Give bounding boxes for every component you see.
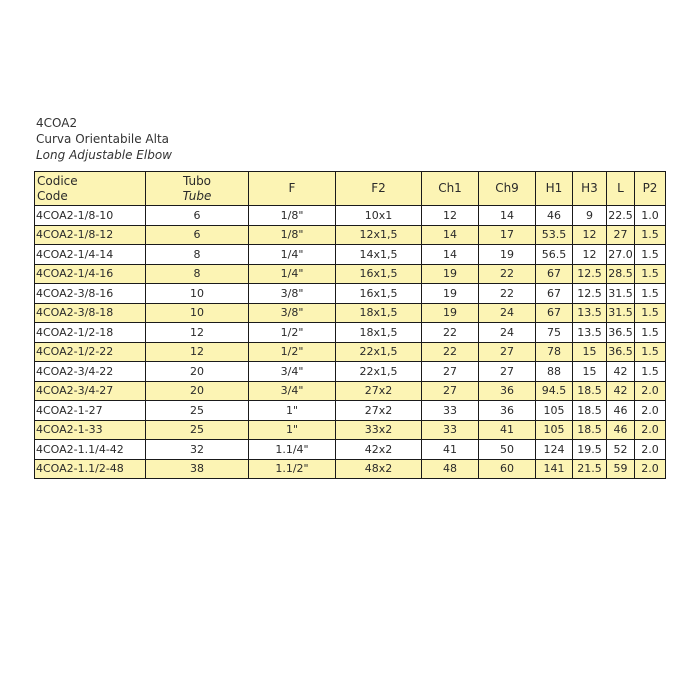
- cell-ch1: 27: [422, 381, 479, 401]
- cell-f2: 27x2: [336, 401, 422, 421]
- cell-h1: 67: [536, 264, 573, 284]
- cell-f2: 16x1,5: [336, 264, 422, 284]
- cell-f2: 12x1,5: [336, 225, 422, 245]
- cell-h1: 105: [536, 420, 573, 440]
- cell-ch9: 50: [479, 440, 536, 460]
- product-code-title: 4COA2: [36, 116, 78, 130]
- cell-code: 4COA2-3/8-16: [35, 284, 146, 304]
- cell-tube: 8: [146, 264, 249, 284]
- header-tube: [146, 172, 249, 206]
- cell-f: 1/2": [249, 342, 336, 362]
- cell-h3: 15: [573, 362, 607, 382]
- cell-code: 4COA2-1.1/2-48: [35, 459, 146, 479]
- cell-p2: 1.5: [635, 323, 666, 343]
- table-row: [35, 284, 666, 304]
- cell-p2: 1.5: [635, 264, 666, 284]
- cell-tube: 25: [146, 401, 249, 421]
- cell-f: 1/4": [249, 245, 336, 265]
- cell-p2: 1.5: [635, 342, 666, 362]
- header-code-sub: Code: [37, 188, 68, 203]
- cell-p2: 2.0: [635, 440, 666, 460]
- cell-tube: 32: [146, 440, 249, 460]
- cell-p2: 1.0: [635, 206, 666, 226]
- cell-l: 52: [607, 440, 635, 460]
- cell-code: 4COA2-3/4-22: [35, 362, 146, 382]
- header-f: F: [249, 172, 336, 206]
- header-p2: P2: [635, 172, 666, 206]
- cell-tube: 12: [146, 323, 249, 343]
- cell-ch1: 33: [422, 401, 479, 421]
- cell-h1: 94.5: [536, 381, 573, 401]
- cell-code: 4COA2-1/2-18: [35, 323, 146, 343]
- header-f2: F2: [336, 172, 422, 206]
- cell-h3: 12.5: [573, 264, 607, 284]
- header-code: [35, 172, 146, 206]
- cell-f2: 14x1,5: [336, 245, 422, 265]
- cell-p2: 1.5: [635, 303, 666, 323]
- table-row: [35, 459, 666, 479]
- cell-ch9: 27: [479, 342, 536, 362]
- cell-f: 1/4": [249, 264, 336, 284]
- cell-h3: 12.5: [573, 284, 607, 304]
- header-ch1: Ch1: [422, 172, 479, 206]
- cell-l: 28.5: [607, 264, 635, 284]
- cell-h3: 12: [573, 225, 607, 245]
- header-ch9: Ch9: [479, 172, 536, 206]
- cell-h3: 13.5: [573, 323, 607, 343]
- cell-l: 31.5: [607, 284, 635, 304]
- cell-f: 1/8": [249, 225, 336, 245]
- cell-h1: 46: [536, 206, 573, 226]
- cell-ch1: 48: [422, 459, 479, 479]
- cell-h1: 124: [536, 440, 573, 460]
- cell-ch9: 24: [479, 303, 536, 323]
- header-h3: H3: [573, 172, 607, 206]
- cell-ch9: 27: [479, 362, 536, 382]
- product-name-english: Long Adjustable Elbow: [36, 148, 172, 162]
- cell-h3: 9: [573, 206, 607, 226]
- cell-h1: 53.5: [536, 225, 573, 245]
- cell-h1: 75: [536, 323, 573, 343]
- cell-tube: 10: [146, 284, 249, 304]
- cell-ch9: 24: [479, 323, 536, 343]
- cell-p2: 1.5: [635, 245, 666, 265]
- cell-ch1: 19: [422, 303, 479, 323]
- cell-f: 3/4": [249, 362, 336, 382]
- table-row: [35, 225, 666, 245]
- cell-ch1: 19: [422, 264, 479, 284]
- cell-ch9: 36: [479, 381, 536, 401]
- cell-code: 4COA2-1.1/4-42: [35, 440, 146, 460]
- cell-f2: 18x1,5: [336, 303, 422, 323]
- cell-p2: 1.5: [635, 284, 666, 304]
- table-row: [35, 206, 666, 226]
- table-row: [35, 401, 666, 421]
- table-row: [35, 245, 666, 265]
- title-block: [36, 115, 172, 163]
- cell-tube: 6: [146, 225, 249, 245]
- cell-tube: 6: [146, 206, 249, 226]
- cell-ch9: 14: [479, 206, 536, 226]
- cell-h3: 18.5: [573, 420, 607, 440]
- cell-code: 4COA2-3/4-27: [35, 381, 146, 401]
- header-row: [35, 172, 666, 206]
- cell-ch1: 14: [422, 225, 479, 245]
- cell-h3: 13.5: [573, 303, 607, 323]
- spec-table-body: [35, 206, 666, 479]
- cell-ch1: 14: [422, 245, 479, 265]
- cell-f: 1/8": [249, 206, 336, 226]
- cell-f2: 16x1,5: [336, 284, 422, 304]
- cell-p2: 1.5: [635, 225, 666, 245]
- header-code-label: Codice: [37, 173, 78, 188]
- cell-l: 59: [607, 459, 635, 479]
- cell-code: 4COA2-1/8-10: [35, 206, 146, 226]
- cell-code: 4COA2-1-33: [35, 420, 146, 440]
- cell-code: 4COA2-1-27: [35, 401, 146, 421]
- cell-ch1: 22: [422, 342, 479, 362]
- cell-f2: 48x2: [336, 459, 422, 479]
- table-row: [35, 381, 666, 401]
- cell-code: 4COA2-1/2-22: [35, 342, 146, 362]
- cell-f2: 27x2: [336, 381, 422, 401]
- cell-l: 42: [607, 381, 635, 401]
- cell-l: 46: [607, 420, 635, 440]
- cell-ch1: 12: [422, 206, 479, 226]
- product-name-italian: Curva Orientabile Alta: [36, 132, 170, 146]
- header-tube-sub: Tube: [182, 188, 212, 203]
- cell-l: 46: [607, 401, 635, 421]
- cell-tube: 20: [146, 362, 249, 382]
- cell-h1: 78: [536, 342, 573, 362]
- cell-h3: 21.5: [573, 459, 607, 479]
- cell-h1: 67: [536, 303, 573, 323]
- table-row: [35, 264, 666, 284]
- cell-p2: 2.0: [635, 401, 666, 421]
- cell-p2: 2.0: [635, 459, 666, 479]
- cell-ch9: 41: [479, 420, 536, 440]
- table-row: [35, 303, 666, 323]
- cell-h3: 19.5: [573, 440, 607, 460]
- cell-ch9: 22: [479, 264, 536, 284]
- cell-h3: 15: [573, 342, 607, 362]
- cell-code: 4COA2-1/8-12: [35, 225, 146, 245]
- header-l: L: [607, 172, 635, 206]
- cell-l: 42: [607, 362, 635, 382]
- cell-f: 3/4": [249, 381, 336, 401]
- table-row: [35, 342, 666, 362]
- cell-ch1: 33: [422, 420, 479, 440]
- cell-h1: 56.5: [536, 245, 573, 265]
- table-row: [35, 420, 666, 440]
- cell-f2: 10x1: [336, 206, 422, 226]
- spec-table: [34, 171, 666, 479]
- cell-f: 3/8": [249, 303, 336, 323]
- cell-code: 4COA2-3/8-18: [35, 303, 146, 323]
- cell-tube: 20: [146, 381, 249, 401]
- cell-ch9: 19: [479, 245, 536, 265]
- cell-code: 4COA2-1/4-16: [35, 264, 146, 284]
- cell-ch1: 27: [422, 362, 479, 382]
- cell-tube: 25: [146, 420, 249, 440]
- cell-tube: 38: [146, 459, 249, 479]
- cell-f2: 18x1,5: [336, 323, 422, 343]
- spec-table-header: [35, 172, 666, 206]
- cell-h3: 18.5: [573, 401, 607, 421]
- cell-p2: 1.5: [635, 362, 666, 382]
- cell-l: 31.5: [607, 303, 635, 323]
- cell-p2: 2.0: [635, 420, 666, 440]
- cell-ch9: 22: [479, 284, 536, 304]
- table-row: [35, 362, 666, 382]
- cell-f2: 22x1,5: [336, 342, 422, 362]
- cell-ch9: 36: [479, 401, 536, 421]
- cell-h3: 12: [573, 245, 607, 265]
- cell-h1: 67: [536, 284, 573, 304]
- cell-tube: 12: [146, 342, 249, 362]
- cell-h1: 141: [536, 459, 573, 479]
- cell-f: 1": [249, 420, 336, 440]
- cell-l: 22.5: [607, 206, 635, 226]
- header-h1: H1: [536, 172, 573, 206]
- cell-f: 1.1/2": [249, 459, 336, 479]
- cell-l: 36.5: [607, 342, 635, 362]
- cell-code: 4COA2-1/4-14: [35, 245, 146, 265]
- cell-ch9: 17: [479, 225, 536, 245]
- cell-ch1: 41: [422, 440, 479, 460]
- table-row: [35, 323, 666, 343]
- cell-f2: 42x2: [336, 440, 422, 460]
- cell-l: 27.0: [607, 245, 635, 265]
- cell-f2: 33x2: [336, 420, 422, 440]
- cell-ch9: 60: [479, 459, 536, 479]
- cell-f2: 22x1,5: [336, 362, 422, 382]
- cell-h3: 18.5: [573, 381, 607, 401]
- cell-ch1: 19: [422, 284, 479, 304]
- cell-ch1: 22: [422, 323, 479, 343]
- cell-f: 1.1/4": [249, 440, 336, 460]
- cell-f: 3/8": [249, 284, 336, 304]
- cell-h1: 88: [536, 362, 573, 382]
- cell-tube: 8: [146, 245, 249, 265]
- cell-f: 1/2": [249, 323, 336, 343]
- cell-h1: 105: [536, 401, 573, 421]
- cell-f: 1": [249, 401, 336, 421]
- cell-l: 36.5: [607, 323, 635, 343]
- table-row: [35, 440, 666, 460]
- cell-tube: 10: [146, 303, 249, 323]
- cell-l: 27: [607, 225, 635, 245]
- header-tube-label: Tubo: [182, 173, 212, 188]
- cell-p2: 2.0: [635, 381, 666, 401]
